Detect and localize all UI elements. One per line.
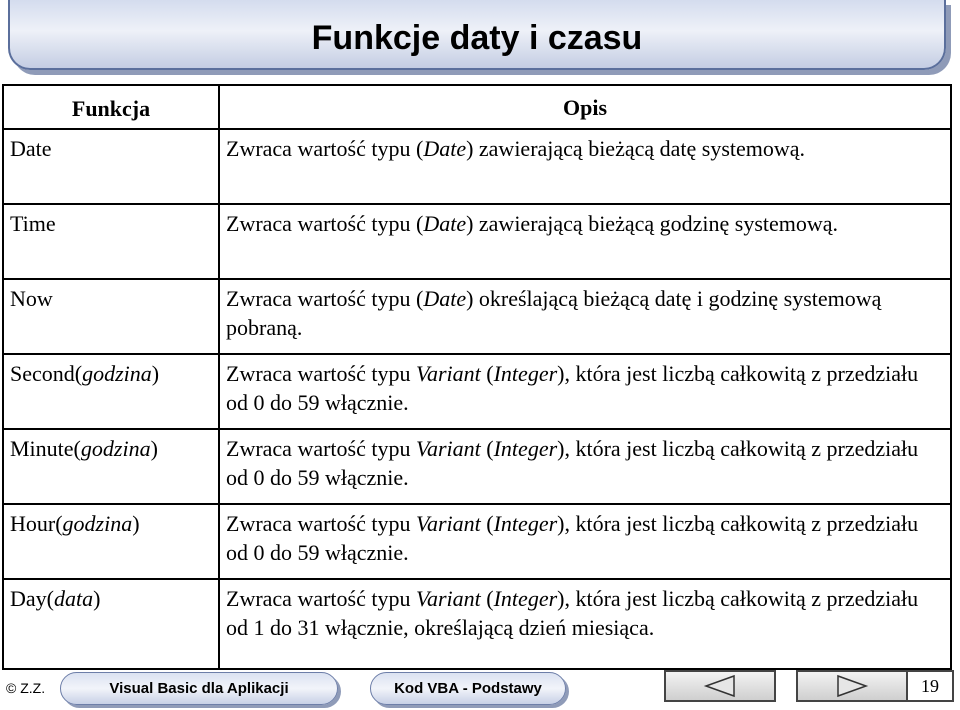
function-name-cell-segment: godzina	[80, 436, 151, 461]
title-banner	[8, 0, 946, 70]
previous-slide-button[interactable]	[664, 670, 776, 702]
description-cell-segment: (	[480, 436, 494, 461]
function-name-cell-segment: Now	[10, 286, 53, 311]
description-cell-segment: Variant	[415, 361, 481, 386]
table-row	[3, 204, 951, 279]
table-row	[3, 504, 951, 579]
description-cell-segment: Zwraca wartość typu (	[226, 286, 424, 311]
description-cell-segment: Zwraca wartość typu	[226, 586, 416, 611]
function-name-cell-segment: )	[150, 436, 158, 461]
description-cell-segment: Date	[423, 136, 467, 161]
description-cell-segment: Variant	[415, 436, 481, 461]
description-cell	[219, 429, 951, 504]
table-row	[3, 354, 951, 429]
description-cell-segment: Integer	[493, 436, 558, 461]
function-name-cell	[3, 129, 219, 204]
function-name-cell-segment: Minute(	[10, 436, 81, 461]
description-cell-segment: ), która jest liczbą całkowitą z przedziału od 0 do 59 włącznie.	[226, 436, 919, 490]
function-name-cell-segment: godzina	[62, 511, 133, 536]
triangle-right-icon	[832, 674, 872, 698]
table-header-row	[3, 85, 951, 129]
function-name-cell-segment: Hour(	[10, 511, 63, 536]
description-cell-segment: Date	[423, 286, 467, 311]
function-name-cell	[3, 279, 219, 354]
description-cell-segment: (	[480, 361, 494, 386]
description-cell-segment: (	[480, 586, 494, 611]
page-number-text: 19	[921, 675, 939, 696]
function-name-cell	[3, 354, 219, 429]
function-name-cell-segment: )	[132, 511, 140, 536]
function-name-cell-segment: )	[151, 361, 160, 386]
header-description: Opis	[219, 85, 951, 129]
description-cell	[219, 129, 951, 204]
description-cell-segment: ) zawierającą bieżącą datę systemową.	[466, 136, 806, 161]
function-name-cell-segment: Date	[10, 136, 52, 161]
function-table-wrapper	[2, 84, 950, 670]
description-cell	[219, 279, 951, 354]
description-cell	[219, 579, 951, 669]
page-number	[906, 670, 954, 702]
function-name-cell-segment: data	[53, 586, 94, 611]
description-cell-segment: Variant	[415, 511, 481, 536]
function-name-cell-segment: Time	[10, 211, 56, 236]
description-cell-segment: ) zawierającą bieżącą godzinę systemową.	[466, 211, 839, 236]
description-cell-segment: (	[480, 511, 494, 536]
function-name-cell	[3, 429, 219, 504]
topic-label	[370, 672, 566, 705]
description-cell-segment: ), która jest liczbą całkowitą z przedziału od 0 do 59 włącznie.	[226, 361, 919, 415]
function-name-cell-segment: Day(	[10, 586, 54, 611]
page-title: Funkcje daty i czasu	[311, 18, 643, 57]
description-cell-segment: Integer	[493, 361, 558, 386]
table-row	[3, 279, 951, 354]
description-cell	[219, 204, 951, 279]
copyright-label: © Z.Z.	[6, 680, 46, 696]
description-cell-segment: Date	[423, 211, 467, 236]
description-cell-segment: Variant	[415, 586, 481, 611]
description-cell-segment: Zwraca wartość typu (	[226, 211, 424, 236]
topic-label-text: Kod VBA - Podstawy	[394, 680, 542, 697]
function-table	[2, 84, 952, 670]
function-name-cell	[3, 204, 219, 279]
function-name-cell-segment: )	[93, 586, 101, 611]
description-cell-segment: Integer	[493, 586, 558, 611]
function-name-cell	[3, 579, 219, 669]
function-name-cell-segment: Second(	[10, 361, 83, 386]
triangle-left-icon	[700, 674, 740, 698]
description-cell-segment: Integer	[493, 511, 558, 536]
description-cell-segment: Zwraca wartość typu	[226, 436, 416, 461]
course-label-text: Visual Basic dla Aplikacji	[109, 680, 289, 697]
description-cell-segment: ), która jest liczbą całkowitą z przedziału od 0 do 59 włącznie.	[226, 511, 919, 565]
next-slide-button[interactable]	[796, 670, 908, 702]
description-cell-segment: ) określającą bieżącą datę i godzinę systemową pobraną.	[226, 286, 882, 340]
table-row	[3, 129, 951, 204]
function-name-cell-segment: godzina	[82, 361, 152, 386]
table-row	[3, 429, 951, 504]
description-cell	[219, 504, 951, 579]
description-cell-segment: ), która jest liczbą całkowitą z przedziału od 1 do 31 włącznie, określającą dzień miesiąca.	[226, 586, 919, 640]
description-cell-segment: Zwraca wartość typu	[226, 361, 416, 386]
description-cell-segment: Zwraca wartość typu	[226, 511, 416, 536]
table-body	[3, 129, 951, 669]
description-cell-segment: Zwraca wartość typu (	[226, 136, 424, 161]
header-function: Funkcja	[3, 85, 219, 129]
table-row	[3, 579, 951, 669]
description-cell	[219, 354, 951, 429]
course-label	[60, 672, 338, 705]
function-name-cell	[3, 504, 219, 579]
